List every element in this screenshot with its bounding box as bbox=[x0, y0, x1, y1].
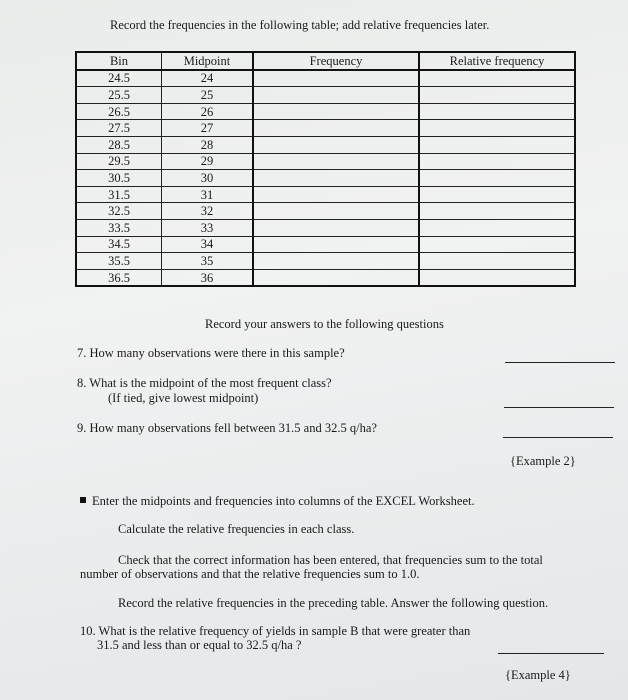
header-midpoint: Midpoint bbox=[162, 52, 254, 70]
table-row bbox=[76, 120, 575, 137]
question-8-note: (If tied, give lowest midpoint) bbox=[108, 391, 259, 405]
calculate-instruction: Calculate the relative frequencies in each class. bbox=[118, 522, 355, 536]
relative-frequency-cell[interactable] bbox=[419, 170, 575, 187]
example-2-ref: {Example 2} bbox=[510, 454, 576, 468]
relative-frequency-cell[interactable] bbox=[419, 136, 575, 153]
answer-line-8[interactable] bbox=[504, 407, 614, 408]
midpoint-cell: 36 bbox=[162, 269, 254, 286]
frequency-cell[interactable] bbox=[253, 269, 419, 286]
check-instruction-2: number of observations and that the relative frequencies sum to 1.0. bbox=[80, 567, 420, 581]
table-row bbox=[76, 103, 575, 120]
example-4-ref: {Example 4} bbox=[505, 668, 571, 682]
record-relative-instruction: Record the relative frequencies in the preceding table. Answer the following question. bbox=[118, 596, 549, 610]
header-frequency: Frequency bbox=[253, 52, 419, 70]
midpoint-cell: 24 bbox=[162, 70, 254, 87]
question-10-line-1: 10. What is the relative frequency of yields in sample B that were greater than bbox=[80, 624, 471, 638]
bullet-icon bbox=[80, 497, 86, 503]
midpoint-cell: 29 bbox=[162, 153, 254, 170]
midpoint-cell: 34 bbox=[162, 236, 254, 253]
answer-line-10[interactable] bbox=[498, 653, 604, 654]
relative-frequency-cell[interactable] bbox=[419, 153, 575, 170]
header-relative-frequency: Relative frequency bbox=[419, 52, 575, 70]
midpoint-cell: 30 bbox=[162, 170, 254, 187]
bin-cell: 27.5 bbox=[76, 120, 162, 137]
table-row bbox=[76, 236, 575, 253]
check-instruction-1: Check that the correct information has been entered, that frequencies sum to the total bbox=[118, 553, 543, 567]
bin-cell: 25.5 bbox=[76, 87, 162, 104]
bin-cell: 32.5 bbox=[76, 203, 162, 220]
table-row bbox=[76, 70, 575, 87]
table-row bbox=[76, 87, 575, 104]
frequency-cell[interactable] bbox=[253, 253, 419, 270]
frequency-cell[interactable] bbox=[253, 70, 419, 87]
frequency-cell[interactable] bbox=[253, 87, 419, 104]
table-row bbox=[76, 269, 575, 286]
relative-frequency-cell[interactable] bbox=[419, 87, 575, 104]
frequency-cell[interactable] bbox=[253, 236, 419, 253]
relative-frequency-cell[interactable] bbox=[419, 253, 575, 270]
question-8: 8. What is the midpoint of the most frequent class? bbox=[77, 376, 332, 390]
bin-cell: 33.5 bbox=[76, 219, 162, 236]
frequency-cell[interactable] bbox=[253, 219, 419, 236]
relative-frequency-cell[interactable] bbox=[419, 70, 575, 87]
table-row bbox=[76, 186, 575, 203]
midpoint-cell: 28 bbox=[162, 136, 254, 153]
question-10-line-2: 31.5 and less than or equal to 32.5 q/ha ? bbox=[97, 638, 302, 652]
table-row bbox=[76, 253, 575, 270]
table-header-row bbox=[76, 52, 575, 70]
bullet-instruction: Enter the midpoints and frequencies into columns of the EXCEL Worksheet. bbox=[92, 494, 475, 508]
header-bin: Bin bbox=[76, 52, 162, 70]
midpoint-cell: 33 bbox=[162, 219, 254, 236]
question-7: 7. How many observations were there in this sample? bbox=[77, 346, 345, 360]
midpoint-cell: 27 bbox=[162, 120, 254, 137]
bin-cell: 24.5 bbox=[76, 70, 162, 87]
midpoint-cell: 32 bbox=[162, 203, 254, 220]
page-title: Record the frequencies in the following table; add relative frequencies later. bbox=[110, 18, 490, 32]
relative-frequency-cell[interactable] bbox=[419, 103, 575, 120]
question-9: 9. How many observations fell between 31.5 and 32.5 q/ha? bbox=[77, 421, 377, 435]
relative-frequency-cell[interactable] bbox=[419, 219, 575, 236]
table-row bbox=[76, 219, 575, 236]
frequency-cell[interactable] bbox=[253, 136, 419, 153]
relative-frequency-cell[interactable] bbox=[419, 269, 575, 286]
bin-cell: 34.5 bbox=[76, 236, 162, 253]
bin-cell: 30.5 bbox=[76, 170, 162, 187]
frequency-cell[interactable] bbox=[253, 170, 419, 187]
bin-cell: 36.5 bbox=[76, 269, 162, 286]
bin-cell: 28.5 bbox=[76, 136, 162, 153]
answer-line-7[interactable] bbox=[505, 362, 615, 363]
frequency-cell[interactable] bbox=[253, 103, 419, 120]
bin-cell: 29.5 bbox=[76, 153, 162, 170]
table-row bbox=[76, 170, 575, 187]
midpoint-cell: 35 bbox=[162, 253, 254, 270]
relative-frequency-cell[interactable] bbox=[419, 120, 575, 137]
frequency-cell[interactable] bbox=[253, 203, 419, 220]
relative-frequency-cell[interactable] bbox=[419, 236, 575, 253]
frequency-cell[interactable] bbox=[253, 186, 419, 203]
bin-cell: 31.5 bbox=[76, 186, 162, 203]
table-row bbox=[76, 136, 575, 153]
midpoint-cell: 31 bbox=[162, 186, 254, 203]
table-row bbox=[76, 203, 575, 220]
relative-frequency-cell[interactable] bbox=[419, 203, 575, 220]
bin-cell: 26.5 bbox=[76, 103, 162, 120]
midpoint-cell: 26 bbox=[162, 103, 254, 120]
relative-frequency-cell[interactable] bbox=[419, 186, 575, 203]
midpoint-cell: 25 bbox=[162, 87, 254, 104]
frequency-cell[interactable] bbox=[253, 120, 419, 137]
answer-line-9[interactable] bbox=[503, 437, 613, 438]
table-row bbox=[76, 153, 575, 170]
bin-cell: 35.5 bbox=[76, 253, 162, 270]
answers-heading: Record your answers to the following questions bbox=[205, 317, 444, 331]
frequency-table bbox=[75, 51, 576, 287]
frequency-cell[interactable] bbox=[253, 153, 419, 170]
